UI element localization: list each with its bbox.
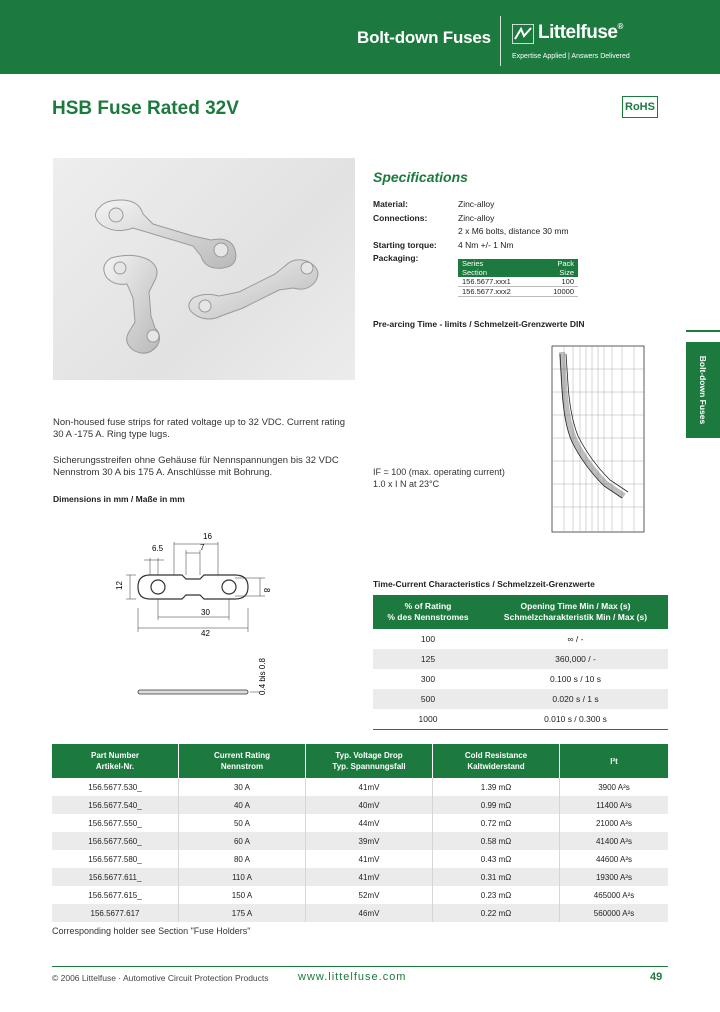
parts-cell: 40 A: [179, 796, 306, 814]
dim-8: 8: [262, 588, 271, 593]
parts-cell: 44mV: [306, 814, 433, 832]
material-value: Zinc-alloy: [458, 199, 495, 209]
side-tab-label: Bolt-down Fuses: [698, 355, 708, 425]
parts-cell: 44600 A²s: [595, 854, 633, 864]
page-title: HSB Fuse Rated 32V: [52, 98, 239, 119]
table-row: [52, 868, 668, 886]
table-row: [52, 886, 668, 904]
parts-cell: 156.5677.617: [52, 904, 179, 922]
dim-12: 12: [115, 581, 124, 590]
packaging-table: [458, 259, 578, 297]
parts-cell: 80 A: [179, 850, 306, 868]
dim-6-5: 6.5: [152, 544, 164, 553]
parts-cell: 41mV: [306, 868, 433, 886]
specifications-heading: Specifications: [373, 169, 468, 185]
torque-value: 4 Nm +/- 1 Nm: [458, 240, 514, 250]
graph-note-1: IF = 100 (max. operating current): [373, 467, 505, 477]
tc-cell: 1000: [418, 714, 438, 724]
parts-table: [52, 744, 668, 922]
parts-cell: 560000 A²s: [560, 904, 669, 922]
table-row: [52, 904, 668, 922]
rohs-badge: RoHS: [622, 96, 658, 118]
pack-cell: 156.5677.xxx1: [458, 277, 538, 287]
parts-col-part: Part Number Artikel-Nr.: [52, 744, 179, 778]
table-row: [52, 850, 668, 868]
dim-7: 7: [200, 543, 205, 552]
parts-cell: 156.5677.560_: [52, 832, 179, 850]
dimensions-heading: Dimensions in mm / Maße in mm: [53, 494, 185, 504]
footer-copyright: © 2006 Littelfuse · Automotive Circuit Protection Products: [52, 973, 269, 983]
dim-30: 30: [201, 608, 210, 617]
time-current-table: [373, 595, 668, 730]
description-en: Non-housed fuse strips for rated voltage up to 32 VDC. Current rating 30 A -175 A. Ring type lugs.: [53, 417, 346, 440]
tc-cell: 360,000 / -: [483, 649, 668, 669]
parts-cell: 11400 A²s: [560, 796, 669, 814]
parts-cell: 156.5677.580_: [52, 850, 179, 868]
parts-cell: 41mV: [306, 850, 433, 868]
parts-cell: 0.58 mΩ: [433, 832, 560, 850]
parts-col-i2t: I²t: [610, 756, 618, 766]
dimension-drawing: [100, 520, 310, 710]
pack-cell: 100: [538, 277, 578, 287]
parts-cell: 60 A: [179, 832, 306, 850]
table-row: [52, 778, 668, 796]
side-tab-rule: [686, 330, 720, 332]
tc-cell: 125: [373, 649, 483, 669]
parts-cell: 0.23 mΩ: [433, 886, 560, 904]
parts-cell: 52mV: [306, 886, 433, 904]
littelfuse-logo-icon: [512, 24, 534, 44]
prearc-graph: [540, 344, 650, 540]
torque-label: Starting torque:: [373, 240, 437, 250]
fuse-strips-image: [53, 158, 355, 380]
pack-cell: 10000: [538, 287, 578, 297]
packaging-label: Packaging:: [373, 253, 419, 263]
parts-cell: 19300 A²s: [560, 868, 669, 886]
parts-cell: 465000 A²s: [593, 890, 635, 900]
tc-col-time: Opening Time Min / Max (s) Schmelzcharakteristik Min / Max (s): [503, 601, 648, 622]
connections-label: Connections:: [373, 213, 428, 223]
parts-cell: 1.39 mΩ: [433, 778, 560, 796]
tc-cell: 0.020 s / 1 s: [483, 689, 668, 709]
parts-cell: 50 A: [179, 814, 306, 832]
parts-cell: 0.99 mΩ: [433, 796, 560, 814]
pack-header-series: Series: [458, 259, 538, 268]
table-row: [52, 814, 668, 832]
tc-heading: Time-Current Characteristics / Schmelzzeit-Grenzwerte: [373, 579, 595, 589]
pack-header-section: Section: [458, 268, 538, 277]
brand-tagline: Expertise Applied | Answers Delivered: [512, 53, 630, 60]
tc-cell: ∞ / -: [567, 634, 584, 644]
parts-cell: 3900 A²s: [598, 782, 630, 792]
parts-cell: 41mV: [306, 778, 433, 796]
parts-cell: 156.5677.550_: [52, 814, 179, 832]
parts-cell: 156.5677.611_: [52, 868, 179, 886]
tc-cell: 500: [373, 689, 483, 709]
tc-cell: 300: [420, 674, 436, 684]
parts-col-voltage: Typ. Voltage Drop Typ. Spannungsfall: [306, 744, 433, 778]
header-divider: [500, 16, 501, 66]
parts-col-current: Current Rating Nennstrom: [179, 744, 306, 778]
parts-cell: 40mV: [306, 796, 433, 814]
dim-16: 16: [203, 532, 212, 541]
pack-header-pack: Pack: [538, 259, 578, 268]
parts-cell: 46mV: [306, 904, 433, 922]
page-number: 49: [650, 971, 663, 983]
tc-cell: 100: [420, 634, 436, 644]
connections-value-1: Zinc-alloy: [458, 213, 495, 223]
description-de: Sicherungsstreifen ohne Gehäuse für Nennspannungen bis 32 VDC Nennstrom 30 A bis 175 A. Anschlüsse mit Bohrung.: [53, 455, 339, 478]
footer-url[interactable]: www.littelfuse.com: [298, 971, 407, 983]
parts-cell: 175 A: [179, 904, 306, 922]
parts-cell: 110 A: [179, 868, 306, 886]
parts-cell: 41400 A²s: [560, 832, 669, 850]
tc-cell: 0.010 s / 0.300 s: [544, 714, 607, 724]
parts-cell: 156.5677.540_: [52, 796, 179, 814]
tc-col-rating: % of Rating % des Nennstromes: [387, 601, 469, 622]
table-row: [52, 832, 668, 850]
table-row: [52, 796, 668, 814]
parts-cell: 39mV: [306, 832, 433, 850]
dim-42: 42: [201, 629, 210, 638]
parts-col-resistance: Cold Resistance Kaltwiderstand: [433, 744, 560, 778]
product-photo: [53, 158, 355, 380]
parts-cell: 156.5677.615_: [52, 886, 179, 904]
parts-cell: 21000 A²s: [595, 818, 633, 828]
parts-cell: 0.43 mΩ: [433, 850, 560, 868]
parts-cell: 0.22 mΩ: [433, 904, 560, 922]
parts-footnote: Corresponding holder see Section "Fuse Holders": [52, 926, 251, 936]
brand-name: Littelfuse®: [538, 22, 623, 43]
material-label: Material:: [373, 199, 408, 209]
tc-cell: 0.100 s / 10 s: [549, 674, 602, 684]
parts-cell: 156.5677.530_: [52, 778, 179, 796]
parts-cell: 0.72 mΩ: [433, 814, 560, 832]
pack-cell: 156.5677.xxx2: [458, 287, 538, 297]
dim-thickness: 0.4 bis 0.8: [258, 658, 267, 695]
parts-cell: 0.31 mΩ: [433, 868, 560, 886]
parts-cell: 150 A: [179, 886, 306, 904]
pack-header-size: Size: [538, 268, 578, 277]
connections-value-2: 2 x M6 bolts, distance 30 mm: [458, 226, 569, 236]
header-title: Bolt-down Fuses: [357, 28, 491, 47]
parts-cell: 30 A: [179, 778, 306, 796]
footer-rule: [52, 966, 668, 967]
prearc-heading: Pre-arcing Time - limits / Schmelzeit-Grenzwerte DIN: [373, 319, 585, 329]
graph-note-2: 1.0 x I N at 23°C: [373, 479, 440, 489]
